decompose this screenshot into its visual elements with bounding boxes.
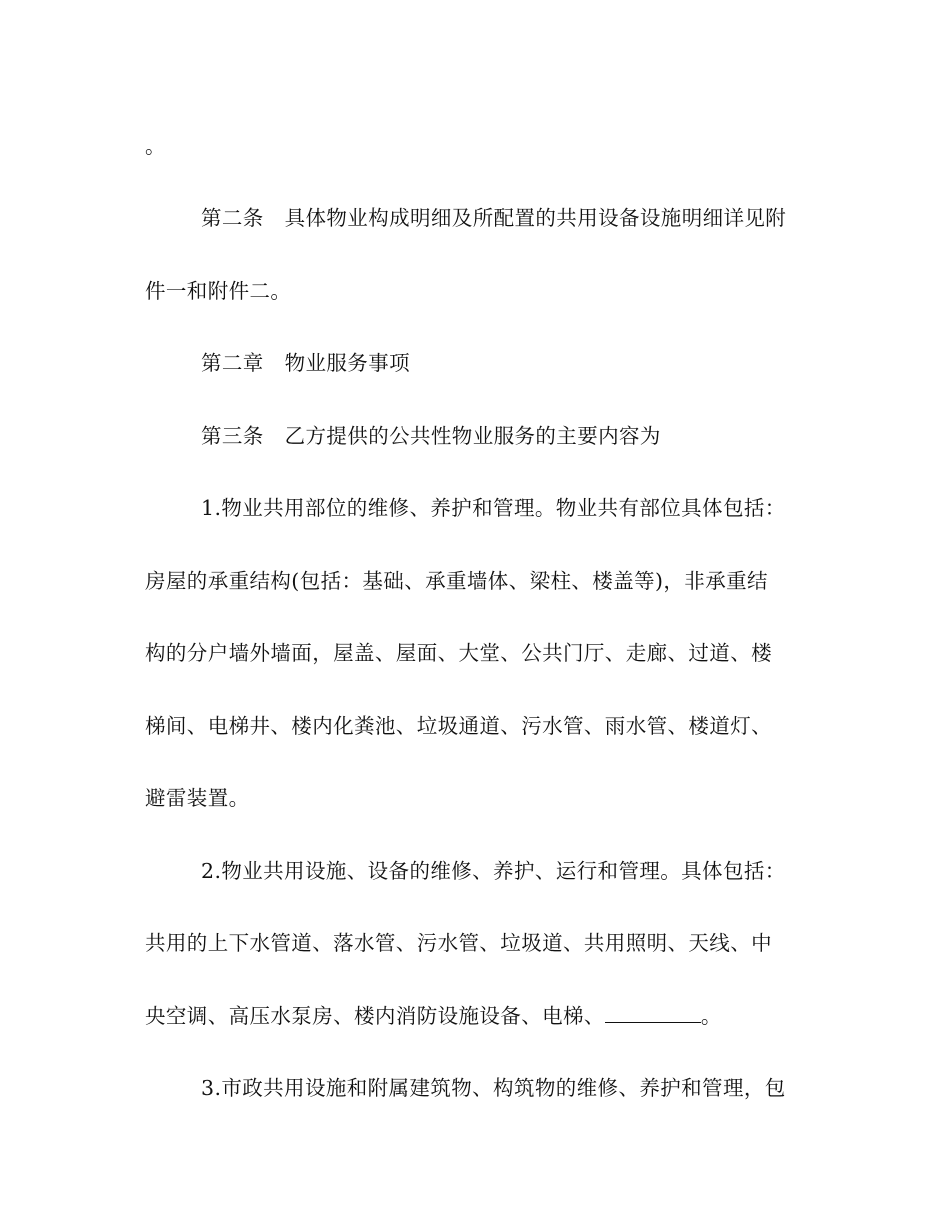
item-1-line-1: 1.物业共用部位的维修、养护和管理。物业共有部位具体包括：: [201, 496, 786, 520]
item-2-line-3-end: 。: [700, 1004, 722, 1028]
item-3-line-1: 3.市政共用设施和附属建筑物、构筑物的维修、养护和管理，包: [201, 1076, 786, 1100]
text-line: 。: [145, 134, 166, 158]
item-2-line-3-text: 央空调、高压水泵房、楼内消防设施设备、电梯、: [145, 1004, 605, 1028]
fill-in-blank[interactable]: [605, 1004, 701, 1023]
item-1-line-5: 避雷装置。: [145, 786, 250, 810]
item-2-line-3: [145, 1003, 722, 1029]
article-2-line-1: 第二条 具体物业构成明细及所配置的共用设备设施明细详见附: [201, 206, 787, 230]
item-2-line-2: 共用的上下水管道、落水管、污水管、垃圾道、共用照明、天线、中: [145, 931, 772, 955]
article-3-line-1: 第三条 乙方提供的公共性物业服务的主要内容为: [201, 424, 661, 448]
article-2-line-2: 件一和附件二。: [145, 279, 292, 303]
item-1-line-2: 房屋的承重结构(包括：基础、承重墙体、梁柱、楼盖等)，非承重结: [145, 569, 768, 593]
item-1-line-4: 梯间、电梯井、楼内化粪池、垃圾通道、污水管、雨水管、楼道灯、: [145, 714, 772, 738]
item-1-line-3: 构的分户墙外墙面，屋盖、屋面、大堂、公共门厅、走廊、过道、楼: [145, 641, 772, 665]
item-2-line-1: 2.物业共用设施、设备的维修、养护、运行和管理。具体包括：: [201, 859, 786, 883]
chapter-2-heading: 第二章 物业服务事项: [201, 351, 410, 375]
